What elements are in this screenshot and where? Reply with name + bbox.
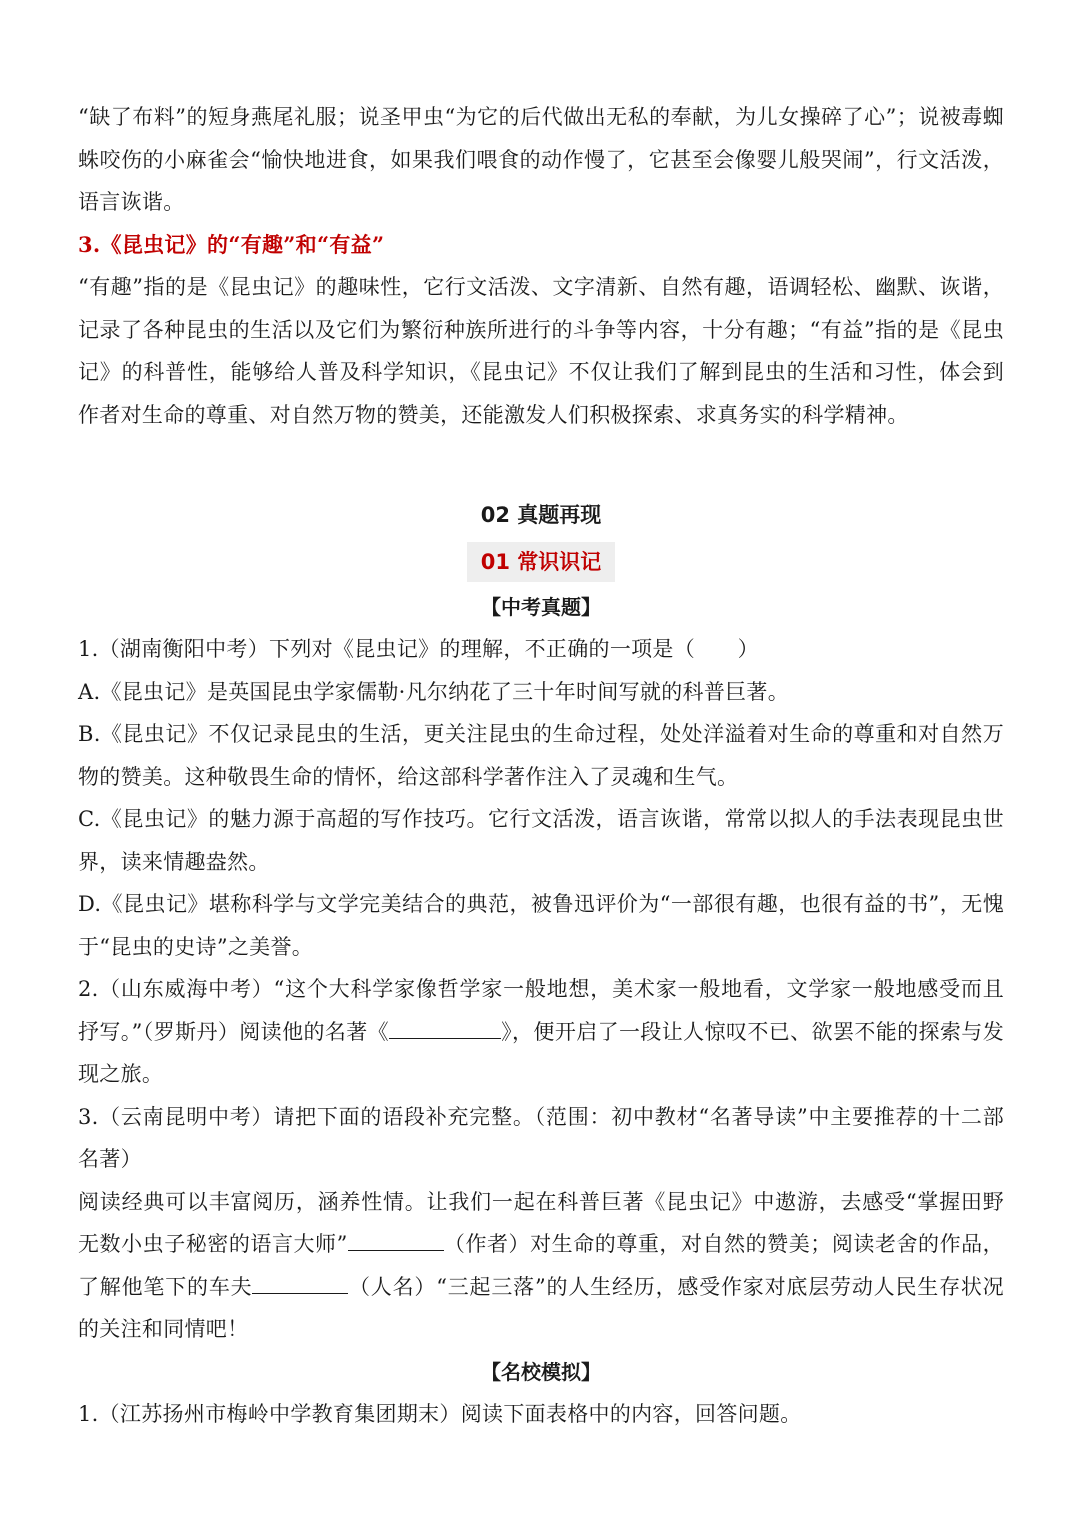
subtitle-badge: 01 常识识记 xyxy=(467,542,616,582)
question-1: 1.（湖南衡阳中考）下列对《昆虫记》的理解，不正确的一项是（ ） xyxy=(78,637,759,661)
question-1-option-b: B.《昆虫记》不仅记录昆虫的生活，更关注昆虫的生命过程，处处洋溢着对生命的尊重和对自然万物的赞美。这种敬畏生命的情怀，给这部科学著作注入了灵魂和生气。 xyxy=(78,722,1004,789)
answer-blank-author[interactable] xyxy=(348,1228,444,1251)
paragraph-intro: “缺了布料”的短身燕尾礼服；说圣甲虫“为它的后代做出无私的奉献，为儿女操碎了心”；说被毒蜘蛛咬伤的小麻雀会“愉快地进食，如果我们喂食的动作慢了，它甚至会像婴儿般哭闹”，行文活泼，语言诙谐。 xyxy=(78,105,1004,214)
answer-blank[interactable] xyxy=(389,1016,501,1039)
question-3-part-2: （作者）对生命的尊重，对自然的赞美；阅读老舍的作品，了解他笔下的车夫 xyxy=(78,1232,1004,1299)
group-title-mock: 【名校模拟】 xyxy=(481,1359,601,1384)
question-1-option-a: A.《昆虫记》是英国昆虫学家儒勒·凡尔纳花了三十年时间写就的科普巨著。 xyxy=(78,679,790,704)
question-3-part-3: （人名）“三起三落”的人生经历，感受作家对底层劳动人民生存状况的关注和同情吧！ xyxy=(78,1274,1004,1341)
question-3-part-1: 阅读经典可以丰富阅历，涵养性情。让我们一起在科普巨著《昆虫记》中遨游，去感受“掌握田野无数小虫子秘密的语言大师” xyxy=(78,1189,1004,1256)
document-page xyxy=(78,96,1004,1435)
subtitle-wrap xyxy=(78,536,1004,586)
question-2-after: 》，便开启了一段让人惊叹不已、欲罢不能的探索与发现之旅。 xyxy=(78,1019,1004,1086)
section-title: 02 真题再现 xyxy=(480,503,602,527)
question-2 xyxy=(78,968,1004,1096)
question-1-option-d: D.《昆虫记》堪称科学与文学完美结合的典范，被鲁迅评价为“一部很有趣，也很有益的书”，无愧于“昆虫的史诗”之美誉。 xyxy=(78,892,1004,959)
heading-interest-and-benefit: 3.《昆虫记》的“有趣”和“有益” xyxy=(78,231,385,257)
spacer xyxy=(78,436,1004,494)
question-3-passage xyxy=(78,1181,1004,1351)
group-title-exam: 【中考真题】 xyxy=(481,595,601,619)
question-2-before: 2.（山东威海中考）“这个大科学家像哲学家一般地想，美术家一般地看，文学家一般地感受而且抒写。”（罗斯丹）阅读他的名著《 xyxy=(78,977,1004,1044)
answer-blank-name[interactable] xyxy=(252,1271,348,1294)
mock-question-1: 1.（江苏扬州市梅岭中学教育集团期末）阅读下面表格中的内容，回答问题。 xyxy=(78,1401,802,1426)
question-3: 3.（云南昆明中考）请把下面的语段补充完整。（范围：初中教材“名著导读”中主要推荐的十二部名著） xyxy=(78,1104,1004,1171)
question-1-option-c: C.《昆虫记》的魅力源于高超的写作技巧。它行文活泼，语言诙谐，常常以拟人的手法表现昆虫世界，读来情趣盎然。 xyxy=(78,807,1004,874)
paragraph-interest-benefit: “有趣”指的是《昆虫记》的趣味性，它行文活泼、文字清新、自然有趣，语调轻松、幽默、诙谐，记录了各种昆虫的生活以及它们为繁衍种族所进行的斗争等内容，十分有趣；“有益”指的是《昆虫记》的科普性，能够给人普及科学知识，《昆虫记》不仅让我们了解到昆虫的生活和习性，体会到作者对生命的尊重、对自然万物的赞美，还能激发人们积极探索、求真务实的科学精神。 xyxy=(78,275,1004,427)
